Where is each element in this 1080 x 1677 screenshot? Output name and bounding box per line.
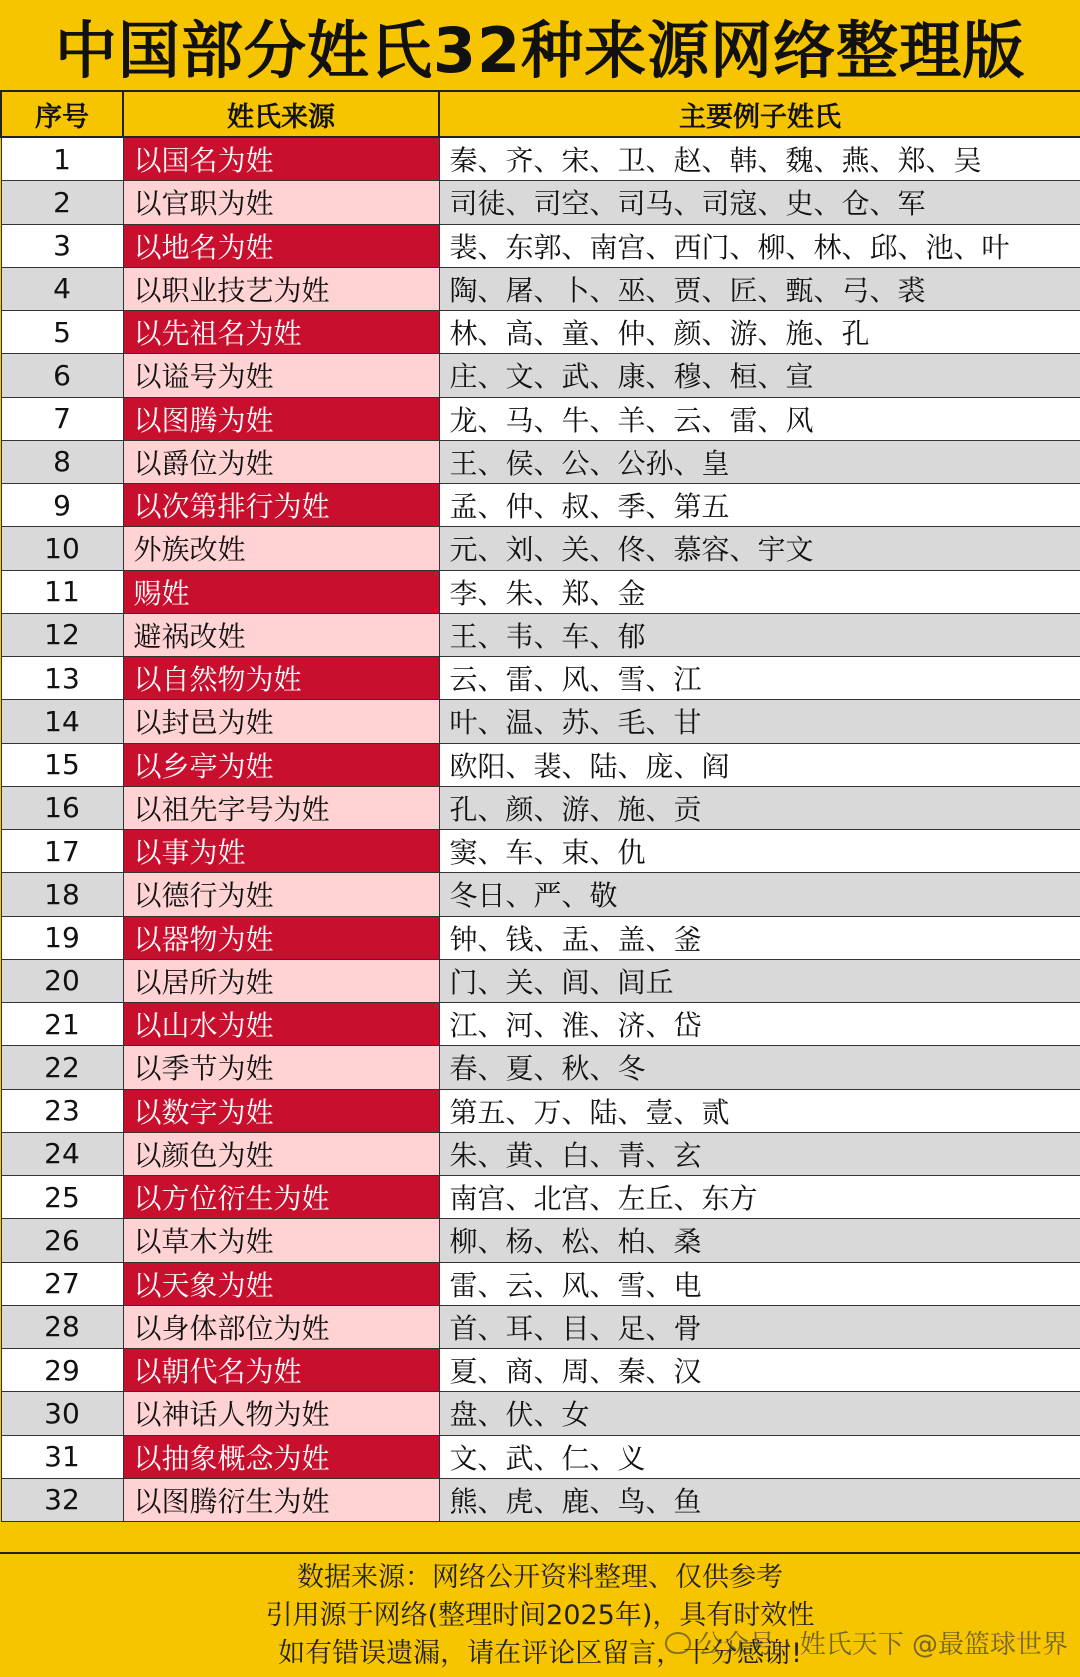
row-source: 以山水为姓 [123,1003,439,1046]
table-row [1,311,1080,354]
header-source: 姓氏来源 [123,91,439,137]
row-index: 26 [1,1219,123,1262]
page-title: 中国部分姓氏32种来源网络整理版 [54,13,1026,87]
row-source: 以爵位为姓 [123,440,439,483]
header-examples: 主要例子姓氏 [439,91,1080,137]
table-row [1,1305,1080,1348]
weibo-icon [665,1632,691,1654]
row-source: 外族改姓 [123,527,439,570]
row-examples: 柳、杨、松、柏、桑 [439,1219,1080,1262]
row-examples: 欧阳、裴、陆、庞、阎 [439,743,1080,786]
row-index: 13 [1,657,123,700]
row-index: 14 [1,700,123,743]
table-row [1,700,1080,743]
table-row [1,440,1080,483]
table-row [1,1003,1080,1046]
row-examples: 南宫、北宫、左丘、东方 [439,1176,1080,1219]
row-index: 15 [1,743,123,786]
row-source: 避祸改姓 [123,613,439,656]
row-source: 以地名为姓 [123,224,439,267]
row-source: 以图腾为姓 [123,397,439,440]
row-examples: 门、关、闾、闾丘 [439,959,1080,1002]
row-source: 赐姓 [123,570,439,613]
row-examples: 孟、仲、叔、季、第五 [439,484,1080,527]
row-examples: 王、侯、公、公孙、皇 [439,440,1080,483]
row-index: 28 [1,1305,123,1348]
row-examples: 李、朱、郑、金 [439,570,1080,613]
row-index: 5 [1,311,123,354]
table-row [1,1132,1080,1175]
row-source: 以自然物为姓 [123,657,439,700]
row-source: 以神话人物为姓 [123,1392,439,1435]
row-source: 以抽象概念为姓 [123,1435,439,1478]
row-index: 32 [1,1478,123,1521]
table-row [1,1046,1080,1089]
row-source: 以方位衍生为姓 [123,1176,439,1219]
table-row [1,959,1080,1002]
row-source: 以国名为姓 [123,137,439,181]
table-row [1,1262,1080,1305]
row-examples: 云、雷、风、雪、江 [439,657,1080,700]
row-index: 7 [1,397,123,440]
footer-line: 引用源于网络(整理时间2025年)，具有时效性 [265,1599,815,1631]
row-examples: 第五、万、陆、壹、贰 [439,1089,1080,1132]
table-row [1,657,1080,700]
table-row [1,743,1080,786]
table-row [1,484,1080,527]
table-row [1,1219,1080,1262]
row-source: 以祖先字号为姓 [123,786,439,829]
table-row [1,570,1080,613]
table-row [1,224,1080,267]
row-examples: 司徒、司空、司马、司寇、史、仓、军 [439,181,1080,224]
row-source: 以官职为姓 [123,181,439,224]
row-index: 24 [1,1132,123,1175]
row-examples: 庄、文、武、康、穆、桓、宣 [439,354,1080,397]
row-source: 以次第排行为姓 [123,484,439,527]
row-source: 以草木为姓 [123,1219,439,1262]
row-index: 18 [1,873,123,916]
table-row [1,1392,1080,1435]
table-row [1,786,1080,829]
row-index: 25 [1,1176,123,1219]
row-examples: 林、高、童、仲、颜、游、施、孔 [439,311,1080,354]
row-examples: 朱、黄、白、青、玄 [439,1132,1080,1175]
table-row [1,1435,1080,1478]
table-row [1,397,1080,440]
row-index: 10 [1,527,123,570]
row-source: 以天象为姓 [123,1262,439,1305]
row-index: 8 [1,440,123,483]
table-header-row [1,91,1080,137]
row-examples: 裴、东郭、南宫、西门、柳、林、邱、池、叶 [439,224,1080,267]
row-index: 17 [1,830,123,873]
row-index: 22 [1,1046,123,1089]
row-source: 以德行为姓 [123,873,439,916]
row-examples: 秦、齐、宋、卫、赵、韩、魏、燕、郑、吴 [439,137,1080,181]
row-index: 4 [1,267,123,310]
row-source: 以先祖名为姓 [123,311,439,354]
row-index: 16 [1,786,123,829]
row-source: 以职业技艺为姓 [123,267,439,310]
table-row [1,1176,1080,1219]
row-examples: 钟、钱、盂、盖、釜 [439,916,1080,959]
row-index: 31 [1,1435,123,1478]
table-row [1,613,1080,656]
row-examples: 江、河、淮、济、岱 [439,1003,1080,1046]
table-row [1,527,1080,570]
footer-line: 数据来源：网络公开资料整理、仅供参考 [297,1561,783,1593]
row-source: 以颜色为姓 [123,1132,439,1175]
row-examples: 夏、商、周、秦、汉 [439,1349,1080,1392]
table-row [1,1478,1080,1521]
header-index: 序号 [1,91,123,137]
row-index: 23 [1,1089,123,1132]
row-examples: 叶、温、苏、毛、甘 [439,700,1080,743]
row-examples: 陶、屠、卜、巫、贾、匠、甄、弓、裘 [439,267,1080,310]
row-examples: 元、刘、关、佟、慕容、宇文 [439,527,1080,570]
row-index: 12 [1,613,123,656]
row-examples: 盘、伏、女 [439,1392,1080,1435]
row-source: 以季节为姓 [123,1046,439,1089]
row-index: 9 [1,484,123,527]
row-index: 21 [1,1003,123,1046]
row-index: 2 [1,181,123,224]
table-row [1,1349,1080,1392]
row-index: 20 [1,959,123,1002]
row-examples: 孔、颜、游、施、贡 [439,786,1080,829]
table-row [1,181,1080,224]
row-index: 30 [1,1392,123,1435]
row-source: 以谥号为姓 [123,354,439,397]
row-index: 6 [1,354,123,397]
row-examples: 春、夏、秋、冬 [439,1046,1080,1089]
watermark [665,1624,1068,1661]
row-source: 以朝代名为姓 [123,1349,439,1392]
footer-line: 如有错误遗漏，请在评论区留言，十分感谢! [278,1637,802,1669]
surname-table [0,90,1080,1522]
watermark-text: 公众号 · 姓氏天下 @最篮球世界 [696,1630,1068,1660]
row-index: 19 [1,916,123,959]
row-source: 以居所为姓 [123,959,439,1002]
row-source: 以封邑为姓 [123,700,439,743]
row-source: 以事为姓 [123,830,439,873]
row-examples: 文、武、仁、义 [439,1435,1080,1478]
row-index: 11 [1,570,123,613]
row-index: 29 [1,1349,123,1392]
row-source: 以图腾衍生为姓 [123,1478,439,1521]
row-examples: 首、耳、目、足、骨 [439,1305,1080,1348]
row-source: 以器物为姓 [123,916,439,959]
table-row [1,916,1080,959]
row-index: 27 [1,1262,123,1305]
table-row [1,137,1080,181]
row-examples: 熊、虎、鹿、鸟、鱼 [439,1478,1080,1521]
row-examples: 龙、马、牛、羊、云、雷、风 [439,397,1080,440]
row-source: 以身体部位为姓 [123,1305,439,1348]
row-source: 以乡亭为姓 [123,743,439,786]
row-examples: 王、韦、车、郁 [439,613,1080,656]
table-row [1,1089,1080,1132]
row-source: 以数字为姓 [123,1089,439,1132]
row-examples: 冬日、严、敬 [439,873,1080,916]
row-index: 3 [1,224,123,267]
table-row [1,267,1080,310]
table-row [1,873,1080,916]
table-body [1,137,1080,1522]
table-row [1,830,1080,873]
table-row [1,354,1080,397]
row-examples: 雷、云、风、雪、电 [439,1262,1080,1305]
row-index: 1 [1,137,123,181]
row-examples: 窦、车、束、仇 [439,830,1080,873]
